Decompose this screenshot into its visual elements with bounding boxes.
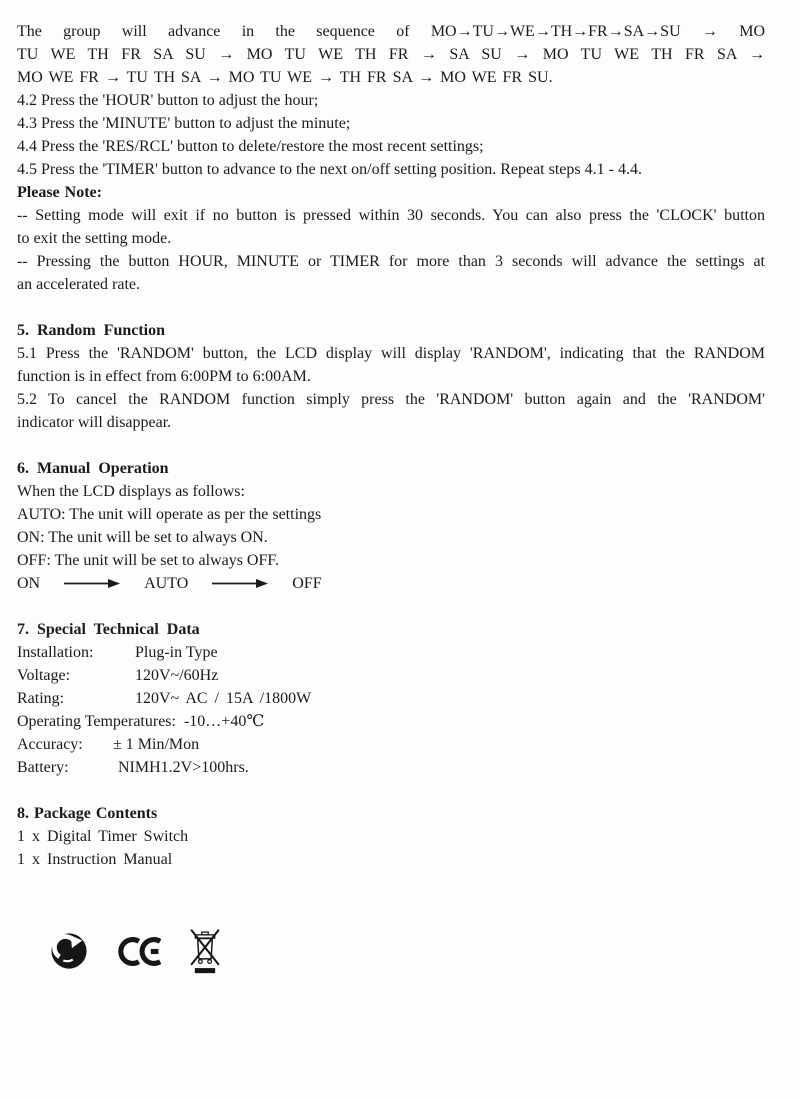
- text-line: -- Pressing the button HOUR, MINUTE or TIMER for more than 3 seconds will advance the settings at: [17, 253, 765, 270]
- please-note-heading: Please Note:: [17, 184, 102, 201]
- text-line: function is in effect from 6:00PM to 6:00AM.: [17, 368, 311, 385]
- spec-table: [17, 641, 765, 779]
- text-line: to exit the setting mode.: [17, 230, 172, 247]
- section-technical-data: [17, 618, 765, 779]
- spec-label: Rating:: [17, 690, 65, 707]
- text-line: TU WE TH FR SA SU → MO TU WE TH FR → SA SU → MO TU WE TH FR SA →: [17, 46, 765, 63]
- spec-value: 120V~ AC / 15A /1800W: [135, 690, 312, 707]
- section-random-function: [17, 319, 765, 434]
- day-sequence-paragraph: [17, 20, 765, 89]
- spec-label: Battery:: [17, 759, 69, 776]
- step-line: 4.3 Press the 'MINUTE' button to adjust the minute;: [17, 115, 351, 132]
- section-package-contents: [17, 802, 765, 871]
- spec-row: [17, 733, 765, 756]
- ce-mark-icon: [115, 935, 161, 968]
- spec-value: 120V~/60Hz: [135, 667, 219, 684]
- spec-value: NIMH1.2V>100hrs.: [118, 759, 249, 776]
- text-line: AUTO: The unit will operate as per the settings: [17, 506, 322, 523]
- compliance-icons-row: [17, 925, 765, 977]
- spec-row: [17, 687, 765, 710]
- step-line: 4.5 Press the 'TIMER' button to advance to the next on/off setting position. Repeat steps 4.1 - 4.4.: [17, 161, 642, 178]
- spec-value: -10…+40℃: [183, 713, 265, 730]
- text-line: OFF: The unit will be set to always OFF.: [17, 552, 279, 569]
- spec-value: Plug-in Type: [135, 644, 218, 661]
- text-line: 5.2 To cancel the RANDOM function simply press the 'RANDOM' button again and the 'RANDOM': [17, 391, 765, 408]
- step-line: 4.2 Press the 'HOUR' button to adjust the hour;: [17, 92, 319, 109]
- text-line: an accelerated rate.: [17, 276, 141, 293]
- package-item: 1 x Instruction Manual: [17, 851, 173, 868]
- section-heading: 7. Special Technical Data: [17, 621, 200, 638]
- spec-row: [17, 756, 765, 779]
- spec-row: [17, 710, 765, 733]
- mode-auto-label: AUTO: [144, 575, 189, 592]
- spec-label: Voltage:: [17, 667, 71, 684]
- text-line: ON: The unit will be set to always ON.: [17, 529, 268, 546]
- paragraph-5-1: [17, 342, 765, 388]
- spec-row: [17, 641, 765, 664]
- step-line: 4.4 Press the 'RES/RCL' button to delete/restore the most recent settings;: [17, 138, 484, 155]
- text-line: MO WE FR → TU TH SA → MO TU WE → TH FR SA → MO WE FR SU.: [17, 69, 553, 86]
- spec-label: Operating Temperatures:: [17, 713, 176, 730]
- text-line: When the LCD displays as follows:: [17, 483, 245, 500]
- spec-label: Installation:: [17, 644, 94, 661]
- mode-on-label: ON: [17, 575, 41, 592]
- right-arrow-icon: [64, 578, 120, 589]
- spec-row: [17, 664, 765, 687]
- weee-crossed-bin-icon: [188, 927, 222, 975]
- right-arrow-icon: [212, 578, 268, 589]
- setting-steps: [17, 89, 765, 181]
- text-line: The group will advance in the sequence of MO→TU→WE→TH→FR→SA→SU → MO: [17, 23, 765, 40]
- note-paragraph: [17, 250, 765, 296]
- spec-value: ± 1 Min/Mon: [113, 736, 200, 753]
- section-heading: 5. Random Function: [17, 322, 166, 339]
- note-paragraph: [17, 204, 765, 250]
- green-dot-recycling-icon: [50, 932, 88, 970]
- spec-label: Accuracy:: [17, 736, 83, 753]
- section-heading: 8. Package Contents: [17, 805, 158, 822]
- text-line: indicator will disappear.: [17, 414, 172, 431]
- mode-off-label: OFF: [292, 575, 322, 592]
- package-item: 1 x Digital Timer Switch: [17, 828, 189, 845]
- text-line: -- Setting mode will exit if no button is pressed within 30 seconds. You can also press the 'CLOCK' button: [17, 207, 765, 224]
- mode-cycle-diagram: [17, 572, 765, 595]
- paragraph-5-2: [17, 388, 765, 434]
- section-heading: 6. Manual Operation: [17, 460, 169, 477]
- section-manual-operation: [17, 457, 765, 595]
- text-line: 5.1 Press the 'RANDOM' button, the LCD display will display 'RANDOM', indicating that the RANDOM: [17, 345, 765, 362]
